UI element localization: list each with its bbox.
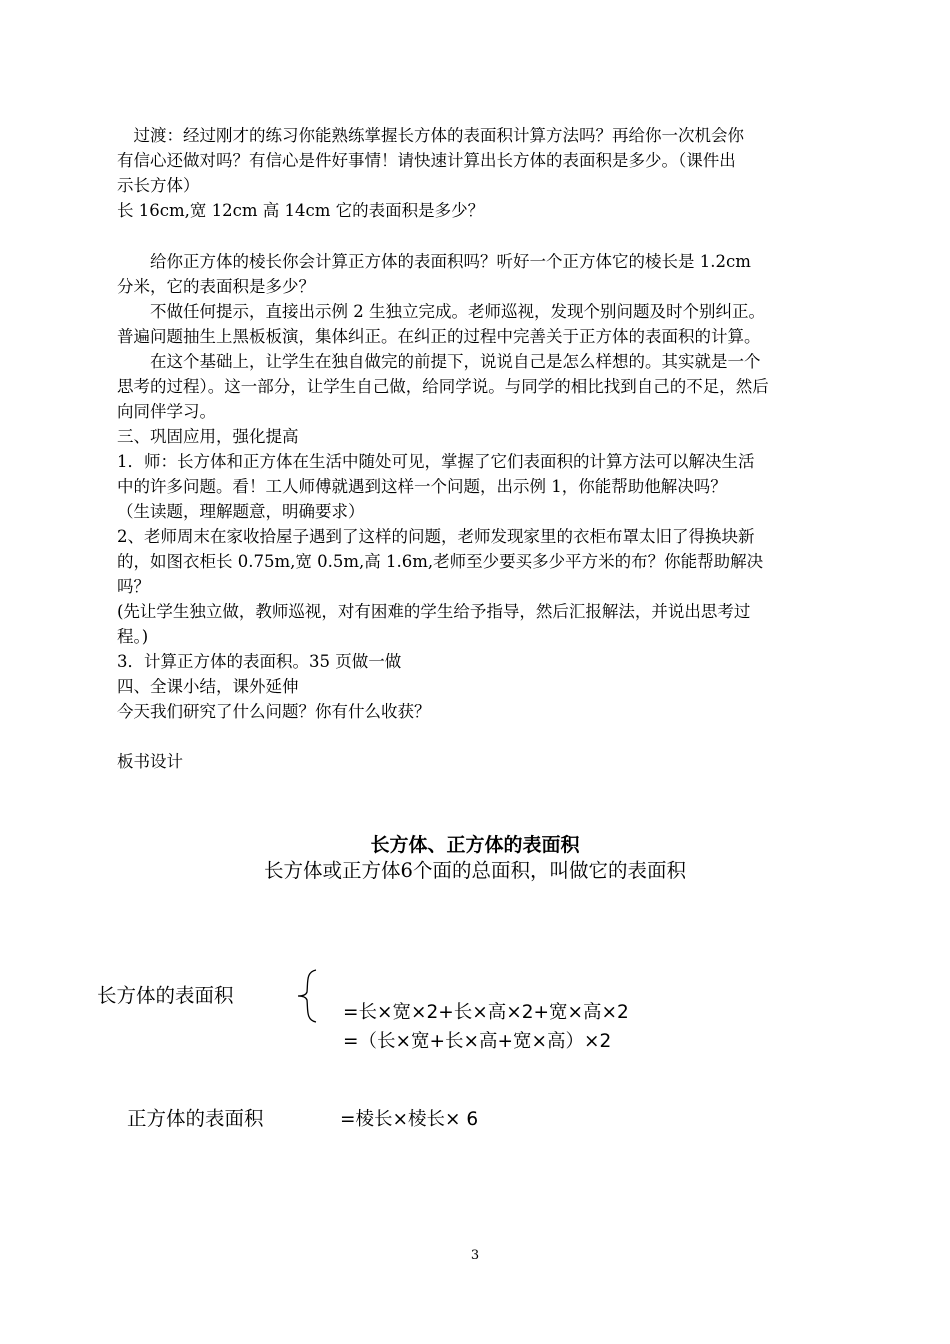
item-3: 3．计算正方体的表面积。35 页做一做	[117, 652, 402, 671]
item-2-line-2: 的，如图衣柜长 0.75m,宽 0.5m,高 1.6m,老师至少要买多少平方米的布？你能帮助解决	[117, 552, 764, 571]
paragraph-cube-line-1: 给你正方体的棱长你会计算正方体的表面积吗？听好一个正方体它的棱长是 1.2cm	[117, 252, 751, 271]
item-1-line-2: 中的许多问题。看！工人师傅就遇到这样一个问题，出示例 1，你能帮助他解决吗？	[117, 477, 727, 496]
page-number: 3	[470, 1248, 480, 1263]
board-title: 长方体、正方体的表面积	[370, 834, 580, 856]
paragraph-transition-line-2: 有信心还做对吗？有信心是件好事情！请快速计算出长方体的表面积是多少。（课件出	[117, 151, 736, 170]
board-definition: 长方体或正方体6个面的总面积，叫做它的表面积	[264, 859, 686, 882]
paragraph-thinking-line-3: 向同伴学习。	[117, 402, 216, 421]
paragraph-transition-line-3: 示长方体）	[117, 176, 200, 195]
paragraph-thinking-line-1: 在这个基础上，让学生在独自做完的前提下，说说自己是怎么样想的。其实就是一个	[117, 352, 761, 371]
cuboid-formula-expanded: =长×宽×2+长×高×2+宽×高×2	[343, 1002, 629, 1023]
item-2-note-line-2: 程。)	[117, 627, 149, 646]
board-design-heading: 板书设计	[117, 752, 183, 771]
item-2-line-3: 吗？	[117, 577, 150, 596]
item-2-note-line-1: (先让学生独立做，教师巡视，对有困难的学生给予指导，然后汇报解法，并说出思考过	[117, 602, 751, 621]
section-heading-3: 三、巩固应用，强化提高	[117, 427, 299, 446]
item-2-line-1: 2、老师周末在家收拾屋子遇到了这样的问题，老师发现家里的衣柜布罩太旧了得换块新	[117, 527, 755, 546]
item-1-line-1: 1．师：长方体和正方体在生活中随处可见，掌握了它们表面积的计算方法可以解决生活	[117, 452, 755, 471]
cuboid-formula-factored: =（长×宽+长×高+宽×高）×2	[343, 1031, 612, 1052]
section-heading-4: 四、全课小结，课外延伸	[117, 677, 299, 696]
cube-formula: =棱长×棱长× 6	[340, 1109, 479, 1130]
paragraph-example2-line-1: 不做任何提示，直接出示例 2 生独立完成。老师巡视，发现个别问题及时个别纠正。	[117, 302, 765, 321]
paragraph-thinking-line-2: 思考的过程）。这一部分，让学生自己做，给同学说。与同学的相比找到自己的不足，然后	[117, 377, 769, 396]
paragraph-example2-line-2: 普遍问题抽生上黑板板演，集体纠正。在纠正的过程中完善关于正方体的表面积的计算。	[117, 327, 761, 346]
left-brace-icon	[294, 968, 322, 1024]
paragraph-transition-line-1: 过渡：经过刚才的练习你能熟练掌握长方体的表面积计算方法吗？再给你一次机会你	[117, 126, 744, 145]
question-cuboid-dimensions: 长 16cm,宽 12cm 高 14cm 它的表面积是多少？	[117, 201, 485, 220]
paragraph-cube-line-2: 分米，它的表面积是多少？	[117, 277, 315, 296]
cuboid-surface-area-label: 长方体的表面积	[97, 984, 234, 1007]
cube-surface-area-label: 正方体的表面积	[127, 1107, 264, 1130]
summary-question: 今天我们研究了什么问题？你有什么收获？	[117, 702, 431, 721]
item-1-line-3: （生读题，理解题意，明确要求）	[117, 502, 365, 521]
